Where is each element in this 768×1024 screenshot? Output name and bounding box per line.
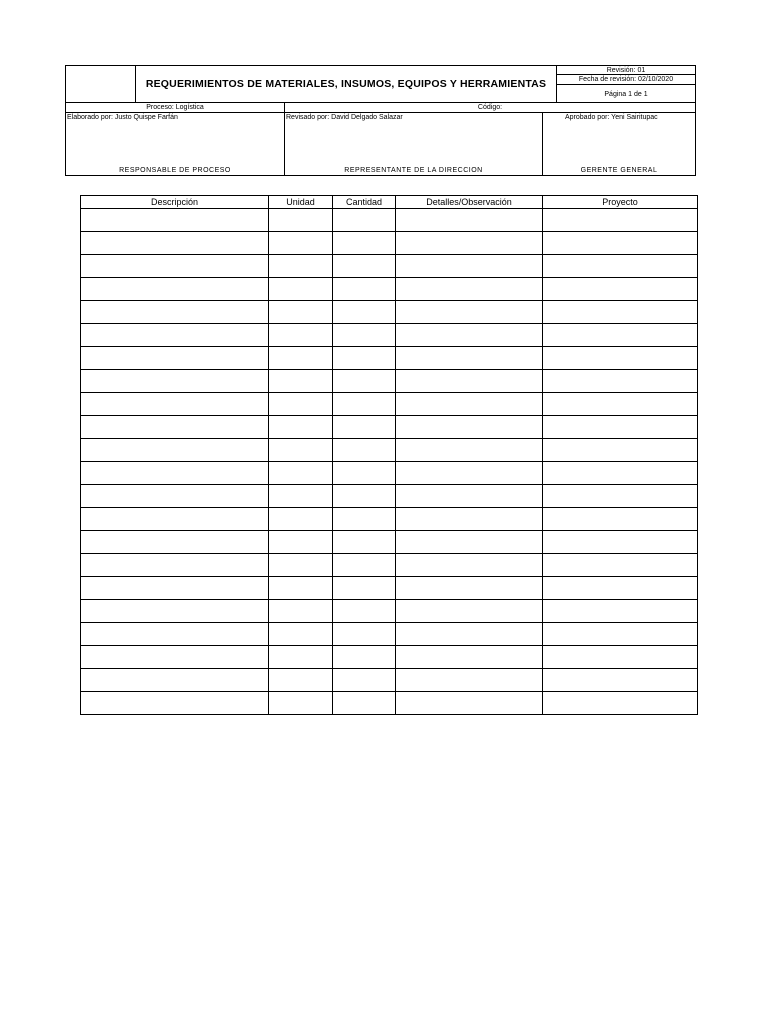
header-process-row bbox=[66, 103, 695, 113]
unit-cell[interactable] bbox=[269, 600, 333, 623]
project-cell[interactable] bbox=[543, 370, 698, 393]
project-cell[interactable] bbox=[543, 508, 698, 531]
details-cell[interactable] bbox=[396, 347, 543, 370]
table-row bbox=[81, 554, 698, 577]
description-cell[interactable] bbox=[81, 577, 269, 600]
quantity-cell[interactable] bbox=[333, 485, 396, 508]
quantity-cell[interactable] bbox=[333, 393, 396, 416]
project-cell[interactable] bbox=[543, 232, 698, 255]
quantity-cell[interactable] bbox=[333, 324, 396, 347]
project-cell[interactable] bbox=[543, 623, 698, 646]
quantity-cell[interactable] bbox=[333, 370, 396, 393]
description-cell[interactable] bbox=[81, 531, 269, 554]
document-header bbox=[65, 65, 696, 176]
description-cell[interactable] bbox=[81, 255, 269, 278]
project-cell[interactable] bbox=[543, 324, 698, 347]
unit-cell[interactable] bbox=[269, 416, 333, 439]
quantity-cell[interactable] bbox=[333, 347, 396, 370]
description-cell[interactable] bbox=[81, 370, 269, 393]
quantity-cell[interactable] bbox=[333, 646, 396, 669]
description-cell[interactable] bbox=[81, 439, 269, 462]
quantity-cell[interactable] bbox=[333, 416, 396, 439]
details-cell[interactable] bbox=[396, 301, 543, 324]
project-cell[interactable] bbox=[543, 485, 698, 508]
details-cell[interactable] bbox=[396, 209, 543, 232]
details-cell[interactable] bbox=[396, 232, 543, 255]
approved-role: GERENTE GENERAL bbox=[580, 167, 658, 174]
details-cell[interactable] bbox=[396, 577, 543, 600]
details-cell[interactable] bbox=[396, 324, 543, 347]
process-label: Proceso: Logística bbox=[66, 103, 285, 112]
project-cell[interactable] bbox=[543, 278, 698, 301]
revision-date: Fecha de revisión: 02/10/2020 bbox=[557, 75, 695, 85]
unit-cell[interactable] bbox=[269, 531, 333, 554]
quantity-cell[interactable] bbox=[333, 255, 396, 278]
column-header-unit: Unidad bbox=[269, 196, 333, 209]
table-header-row bbox=[81, 196, 698, 209]
quantity-cell[interactable] bbox=[333, 232, 396, 255]
table-row bbox=[81, 577, 698, 600]
unit-cell[interactable] bbox=[269, 278, 333, 301]
unit-cell[interactable] bbox=[269, 324, 333, 347]
table-row bbox=[81, 646, 698, 669]
signature-prepared bbox=[66, 113, 285, 175]
project-cell[interactable] bbox=[543, 255, 698, 278]
details-cell[interactable] bbox=[396, 600, 543, 623]
revision-number: Revisión: 01 bbox=[557, 66, 695, 75]
code-label: Código: bbox=[477, 104, 503, 111]
description-cell[interactable] bbox=[81, 416, 269, 439]
quantity-cell[interactable] bbox=[333, 462, 396, 485]
table-row bbox=[81, 209, 698, 232]
table-row bbox=[81, 439, 698, 462]
table-row bbox=[81, 600, 698, 623]
project-cell[interactable] bbox=[543, 462, 698, 485]
page-number: Página 1 de 1 bbox=[604, 90, 648, 98]
table-row bbox=[81, 278, 698, 301]
details-cell[interactable] bbox=[396, 646, 543, 669]
table-row bbox=[81, 301, 698, 324]
prepared-role: RESPONSABLE DE PROCESO bbox=[119, 167, 231, 174]
column-header-quantity: Cantidad bbox=[333, 196, 396, 209]
table-row bbox=[81, 393, 698, 416]
header-signatures-row bbox=[66, 113, 695, 175]
unit-cell[interactable] bbox=[269, 347, 333, 370]
project-cell[interactable] bbox=[543, 669, 698, 692]
quantity-cell[interactable] bbox=[333, 531, 396, 554]
signature-approved bbox=[543, 113, 695, 175]
table-row bbox=[81, 508, 698, 531]
table-row bbox=[81, 370, 698, 393]
document-meta bbox=[557, 66, 695, 102]
prepared-by: Elaborado por: Justo Quispe Farfán bbox=[67, 114, 178, 121]
unit-cell[interactable] bbox=[269, 623, 333, 646]
unit-cell[interactable] bbox=[269, 209, 333, 232]
requirements-table bbox=[80, 195, 698, 715]
table-row bbox=[81, 255, 698, 278]
details-cell[interactable] bbox=[396, 623, 543, 646]
quantity-cell[interactable] bbox=[333, 508, 396, 531]
details-cell[interactable] bbox=[396, 692, 543, 715]
project-cell[interactable] bbox=[543, 600, 698, 623]
description-cell[interactable] bbox=[81, 623, 269, 646]
description-cell[interactable] bbox=[81, 646, 269, 669]
details-cell[interactable] bbox=[396, 439, 543, 462]
project-cell[interactable] bbox=[543, 554, 698, 577]
project-cell[interactable] bbox=[543, 416, 698, 439]
project-cell[interactable] bbox=[543, 577, 698, 600]
project-cell[interactable] bbox=[543, 393, 698, 416]
quantity-cell[interactable] bbox=[333, 669, 396, 692]
table-row bbox=[81, 416, 698, 439]
description-cell[interactable] bbox=[81, 278, 269, 301]
project-cell[interactable] bbox=[543, 347, 698, 370]
column-header-details: Detalles/Observación bbox=[396, 196, 543, 209]
table-row bbox=[81, 531, 698, 554]
details-cell[interactable] bbox=[396, 508, 543, 531]
project-cell[interactable] bbox=[543, 646, 698, 669]
unit-cell[interactable] bbox=[269, 301, 333, 324]
table-body bbox=[81, 209, 698, 715]
description-cell[interactable] bbox=[81, 692, 269, 715]
description-cell[interactable] bbox=[81, 347, 269, 370]
table-row bbox=[81, 462, 698, 485]
description-cell[interactable] bbox=[81, 301, 269, 324]
description-cell[interactable] bbox=[81, 393, 269, 416]
details-cell[interactable] bbox=[396, 531, 543, 554]
quantity-cell[interactable] bbox=[333, 692, 396, 715]
unit-cell[interactable] bbox=[269, 485, 333, 508]
project-cell[interactable] bbox=[543, 301, 698, 324]
table-row bbox=[81, 692, 698, 715]
table-row bbox=[81, 485, 698, 508]
quantity-cell[interactable] bbox=[333, 278, 396, 301]
details-cell[interactable] bbox=[396, 669, 543, 692]
unit-cell[interactable] bbox=[269, 439, 333, 462]
description-cell[interactable] bbox=[81, 669, 269, 692]
unit-cell[interactable] bbox=[269, 393, 333, 416]
unit-cell[interactable] bbox=[269, 577, 333, 600]
quantity-cell[interactable] bbox=[333, 209, 396, 232]
description-cell[interactable] bbox=[81, 554, 269, 577]
table-row bbox=[81, 669, 698, 692]
unit-cell[interactable] bbox=[269, 508, 333, 531]
details-cell[interactable] bbox=[396, 393, 543, 416]
column-header-project: Proyecto bbox=[543, 196, 698, 209]
project-cell[interactable] bbox=[543, 439, 698, 462]
reviewed-by: Revisado por: David Delgado Salazar bbox=[286, 114, 403, 121]
details-cell[interactable] bbox=[396, 278, 543, 301]
quantity-cell[interactable] bbox=[333, 577, 396, 600]
description-cell[interactable] bbox=[81, 462, 269, 485]
project-cell[interactable] bbox=[543, 531, 698, 554]
details-cell[interactable] bbox=[396, 485, 543, 508]
description-cell[interactable] bbox=[81, 600, 269, 623]
unit-cell[interactable] bbox=[269, 462, 333, 485]
description-cell[interactable] bbox=[81, 232, 269, 255]
description-cell[interactable] bbox=[81, 209, 269, 232]
unit-cell[interactable] bbox=[269, 232, 333, 255]
signature-reviewed bbox=[285, 113, 543, 175]
description-cell[interactable] bbox=[81, 324, 269, 347]
quantity-cell[interactable] bbox=[333, 554, 396, 577]
unit-cell[interactable] bbox=[269, 646, 333, 669]
quantity-cell[interactable] bbox=[333, 600, 396, 623]
logo-placeholder bbox=[66, 66, 136, 102]
unit-cell[interactable] bbox=[269, 370, 333, 393]
details-cell[interactable] bbox=[396, 370, 543, 393]
header-title-row bbox=[66, 66, 695, 103]
quantity-cell[interactable] bbox=[333, 623, 396, 646]
details-cell[interactable] bbox=[396, 416, 543, 439]
column-header-description: Descripción bbox=[81, 196, 269, 209]
reviewed-role: REPRESENTANTE DE LA DIRECCION bbox=[344, 167, 483, 174]
table-row bbox=[81, 232, 698, 255]
quantity-cell[interactable] bbox=[333, 439, 396, 462]
unit-cell[interactable] bbox=[269, 554, 333, 577]
project-cell[interactable] bbox=[543, 692, 698, 715]
quantity-cell[interactable] bbox=[333, 301, 396, 324]
description-cell[interactable] bbox=[81, 485, 269, 508]
details-cell[interactable] bbox=[396, 554, 543, 577]
description-cell[interactable] bbox=[81, 508, 269, 531]
approved-by: Aprobado por: Yeni Sairitupac bbox=[565, 114, 658, 121]
unit-cell[interactable] bbox=[269, 255, 333, 278]
project-cell[interactable] bbox=[543, 209, 698, 232]
details-cell[interactable] bbox=[396, 255, 543, 278]
unit-cell[interactable] bbox=[269, 692, 333, 715]
table-row bbox=[81, 324, 698, 347]
unit-cell[interactable] bbox=[269, 669, 333, 692]
table-row bbox=[81, 347, 698, 370]
table-row bbox=[81, 623, 698, 646]
details-cell[interactable] bbox=[396, 462, 543, 485]
document-title: REQUERIMIENTOS DE MATERIALES, INSUMOS, EQUIPOS Y HERRAMIENTAS bbox=[136, 66, 557, 102]
